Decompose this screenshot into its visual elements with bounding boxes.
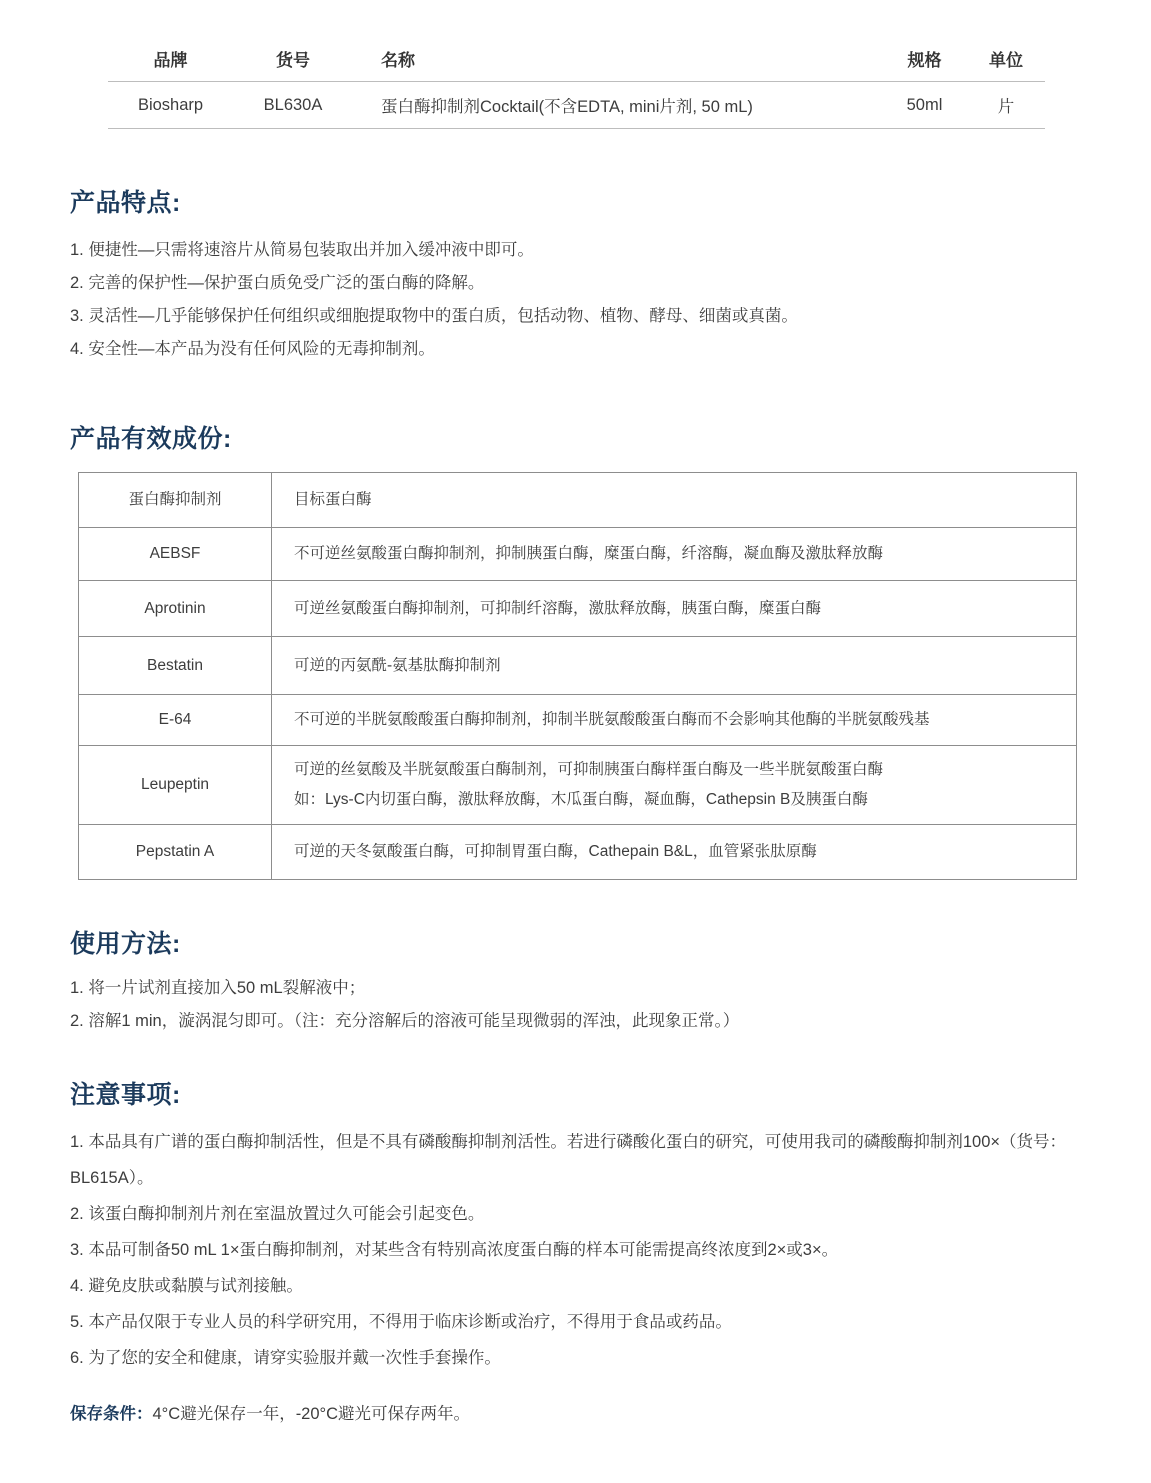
list-item: 4. 避免皮肤或黏膜与试剂接触。	[70, 1277, 303, 1295]
list-item: 3. 灵活性—几乎能够保护任何组织或细胞提取物中的蛋白质，包括动物、植物、酵母、细菌或真菌。	[70, 307, 798, 325]
notes-heading: 注意事项:	[70, 1081, 181, 1109]
cell-inhibitor: Leupeptin	[79, 746, 272, 825]
list-item: 4. 安全性—本产品为没有任何风险的无毒抑制剂。	[70, 340, 435, 358]
cell-inhibitor: Pepstatin A	[79, 825, 272, 880]
header-inhibitor: 蛋白酶抑制剂	[79, 473, 272, 528]
header-unit: 单位	[967, 36, 1045, 82]
list-item: 1. 便捷性—只需将速溶片从简易包装取出并加入缓冲液中即可。	[70, 241, 534, 259]
cell-code: BL630A	[233, 82, 353, 129]
table-row	[79, 695, 1077, 746]
list-item: 1. 将一片试剂直接加入50 mL裂解液中；	[70, 979, 366, 997]
cell-inhibitor: Aprotinin	[79, 581, 272, 637]
cell-brand: Biosharp	[108, 82, 233, 129]
table-row	[79, 637, 1077, 695]
cell-inhibitor: E-64	[79, 695, 272, 746]
product-info-table	[108, 36, 1045, 129]
storage-label: 保存条件：	[70, 1405, 153, 1423]
list-item: 6. 为了您的安全和健康，请穿实验服并戴一次性手套操作。	[70, 1349, 501, 1367]
ingredients-heading: 产品有效成份:	[70, 425, 232, 453]
table-row	[79, 746, 1077, 825]
table-row	[79, 825, 1077, 880]
features-list	[70, 234, 1080, 366]
list-item: 1. 本品具有广谱的蛋白酶抑制活性，但是不具有磷酸酶抑制剂活性。若进行磷酸化蛋白的研究，可使用我司的磷酸酶抑制剂100×（货号：BL615A）。	[70, 1133, 1067, 1187]
storage-value: 4°C避光保存一年，-20°C避光可保存两年。	[152, 1405, 471, 1423]
features-heading: 产品特点:	[70, 189, 181, 217]
list-item: 5. 本产品仅限于专业人员的科学研究用，不得用于临床诊断或治疗，不得用于食品或药品。	[70, 1313, 732, 1331]
target-line-1: 不可逆的半胱氨酸酸蛋白酶抑制剂，抑制半胱氨酸酸蛋白酶而不会影响其他酶的半胱氨酸残基	[294, 711, 930, 728]
list-item: 3. 本品可制备50 mL 1×蛋白酶抑制剂，对某些含有特别高浓度蛋白酶的样本可能需提高终浓度到2×或3×。	[70, 1241, 839, 1259]
list-item: 2. 溶解1 min，漩涡混匀即可。（注：充分溶解后的溶液可能呈现微弱的浑浊，此现象正常。）	[70, 1012, 740, 1030]
target-line-1: 可逆的丙氨酰-氨基肽酶抑制剂	[294, 656, 501, 674]
target-line-1: 可逆丝氨酸蛋白酶抑制剂，可抑制纤溶酶，激肽释放酶，胰蛋白酶，糜蛋白酶	[294, 599, 822, 617]
header-code: 货号	[233, 36, 353, 82]
product-table-header-row	[108, 36, 1045, 82]
cell-unit: 片	[967, 82, 1045, 129]
target-line-1: 可逆的天冬氨酸蛋白酶，可抑制胃蛋白酶，Cathepain B&L，血管紧张肽原酶	[294, 843, 817, 860]
cell-target	[272, 528, 1077, 581]
cell-target	[272, 637, 1077, 695]
target-line-2: 如：Lys-C内切蛋白酶，激肽释放酶，木瓜蛋白酶，凝血酶，Cathepsin B及胰蛋白酶	[294, 791, 868, 808]
table-row	[79, 581, 1077, 637]
target-line-1: 不可逆丝氨酸蛋白酶抑制剂，抑制胰蛋白酶，糜蛋白酶，纤溶酶，凝血酶及激肽释放酶	[294, 545, 884, 562]
list-item: 2. 该蛋白酶抑制剂片剂在室温放置过久可能会引起变色。	[70, 1205, 485, 1223]
cell-name: 蛋白酶抑制剂Cocktail(不含EDTA, mini片剂, 50 mL)	[353, 82, 882, 129]
cell-target	[272, 746, 1077, 825]
cell-target	[272, 581, 1077, 637]
cell-target	[272, 695, 1077, 746]
usage-list	[70, 972, 1080, 1038]
storage-conditions	[70, 1400, 470, 1424]
ingredients-header-row	[79, 473, 1077, 528]
cell-spec: 50ml	[882, 82, 967, 129]
ingredients-table	[78, 472, 1077, 880]
table-row	[108, 82, 1045, 129]
table-row	[79, 528, 1077, 581]
header-brand: 品牌	[108, 36, 233, 82]
cell-inhibitor: AEBSF	[79, 528, 272, 581]
header-spec: 规格	[882, 36, 967, 82]
cell-inhibitor: Bestatin	[79, 637, 272, 695]
list-item: 2. 完善的保护性—保护蛋白质免受广泛的蛋白酶的降解。	[70, 274, 485, 292]
cell-target	[272, 825, 1077, 880]
notes-list	[70, 1124, 1128, 1376]
header-target: 目标蛋白酶	[272, 473, 1077, 528]
header-name: 名称	[353, 36, 882, 82]
usage-heading: 使用方法:	[70, 930, 181, 958]
target-line-1: 可逆的丝氨酸及半胱氨酸蛋白酶制剂，可抑制胰蛋白酶样蛋白酶及一些半胱氨酸蛋白酶	[294, 761, 884, 778]
